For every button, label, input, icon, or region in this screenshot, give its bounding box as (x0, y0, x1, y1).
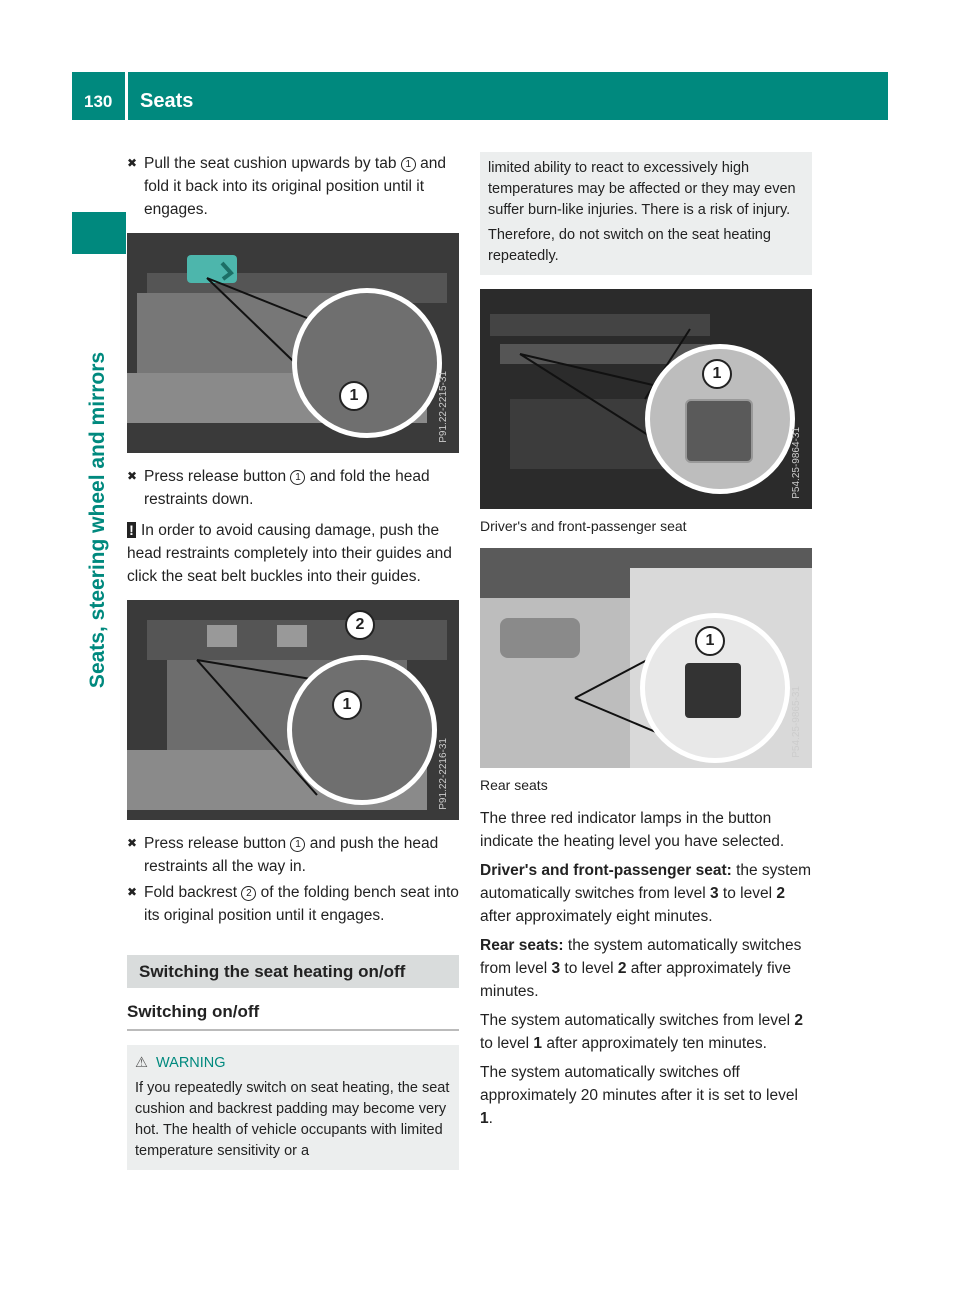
left-column (127, 152, 459, 1170)
callout-number-2: 2 (345, 610, 375, 640)
image-front-seat-heating-button (480, 289, 812, 509)
warning-title: ⚠ WARNING (135, 1053, 451, 1074)
warning-continued-text: limited ability to react to excessively high temperatures may be affected or they may even suffer burn-like injuries. There is a risk of injury. (488, 160, 796, 218)
indicator-lamps-text: The three red indicator lamps in the button indicate the heating level you have selected. (480, 810, 785, 850)
caption-rear-seats: Rear seats (480, 777, 548, 793)
image-code: P91.22-2216-31 (438, 738, 449, 810)
warning-box (127, 1045, 459, 1170)
step-pull-cushion: ✖ Pull the seat cushion upwards by tab 1 and fold it back into its original position until it engages. (127, 152, 459, 221)
page-number: 130 (84, 92, 113, 111)
side-tab-marker (72, 212, 126, 254)
callout-number-1: 1 (702, 359, 732, 389)
warning-box-continued (480, 152, 812, 275)
page-title: Seats (140, 90, 194, 112)
step-arrow-icon: ✖ (127, 885, 138, 899)
side-chapter-label: Seats, steering wheel and mirrors (86, 351, 109, 689)
step-fold-backrest: ✖ Fold backrest 2 of the folding bench seat into its original position until it engages. (127, 881, 459, 927)
callout-number-1: 1 (339, 381, 369, 411)
callout-ref: 2 (241, 886, 256, 901)
damage-note: ! In order to avoid causing damage, push the head restraints completely into their guides and click the seat belt buckles into their guides. (127, 522, 452, 585)
image-seat-cushion-tab (127, 233, 459, 453)
callout-number-1: 1 (332, 690, 362, 720)
callout-ref: 1 (401, 157, 416, 172)
section-heading: Switching the seat heating on/off (127, 955, 459, 988)
callout-ref: 1 (290, 837, 305, 852)
right-column (480, 152, 812, 1136)
step-arrow-icon: ✖ (127, 469, 138, 483)
image-code: P91.22-2215-31 (438, 371, 449, 443)
level-two-timing-text: The system automatically switches from level 2 to level 1 after approximately ten minutes. (480, 1012, 804, 1052)
image-rear-seat-heating-button (480, 548, 812, 768)
seat-heating-button-icon (685, 399, 753, 463)
header-divider (125, 72, 128, 120)
header-bar (72, 72, 888, 120)
switch-off-timing-text: The system automatically switches off approximately 20 minutes after it is set to level 1. (480, 1064, 798, 1127)
callout-number-1: 1 (695, 626, 725, 656)
sub-heading: Switching on/off (127, 1000, 459, 1031)
step-press-release-push: ✖ Press release button 1 and push the head restraints all the way in. (127, 832, 459, 878)
seat-heating-button-icon (685, 663, 741, 718)
warning-text: If you repeatedly switch on seat heating, the seat cushion and backrest padding may become very hot. The health of vehicle occupants with limited temperature sensitivity or a (135, 1080, 450, 1159)
image-code: P54.25-9865-31 (791, 686, 802, 758)
front-seats-timing-text: Driver's and front-passenger seat: the system automatically switches from level 3 to level 2 after approximately eight minutes. (480, 862, 812, 925)
step-arrow-icon: ✖ (127, 836, 138, 850)
step-press-release-fold: ✖ Press release button 1 and fold the head restraints down. (127, 465, 459, 511)
image-code: P54.25-9864-31 (791, 427, 802, 499)
step-arrow-icon: ✖ (127, 156, 138, 170)
caption-front-seats: Driver's and front-passenger seat (480, 518, 687, 534)
callout-ref: 1 (290, 470, 305, 485)
zoom-callout-circle (287, 655, 437, 805)
warning-advice-text: Therefore, do not switch on the seat heating repeatedly. (488, 227, 771, 264)
rear-seats-timing-text: Rear seats: the system automatically switches from level 3 to level 2 after approximately five minutes. (480, 937, 802, 1000)
image-head-restraints (127, 600, 459, 820)
exclamation-icon: ! (127, 522, 136, 538)
zoom-callout-circle (292, 288, 442, 438)
warning-triangle-icon: ⚠ (135, 1055, 148, 1071)
